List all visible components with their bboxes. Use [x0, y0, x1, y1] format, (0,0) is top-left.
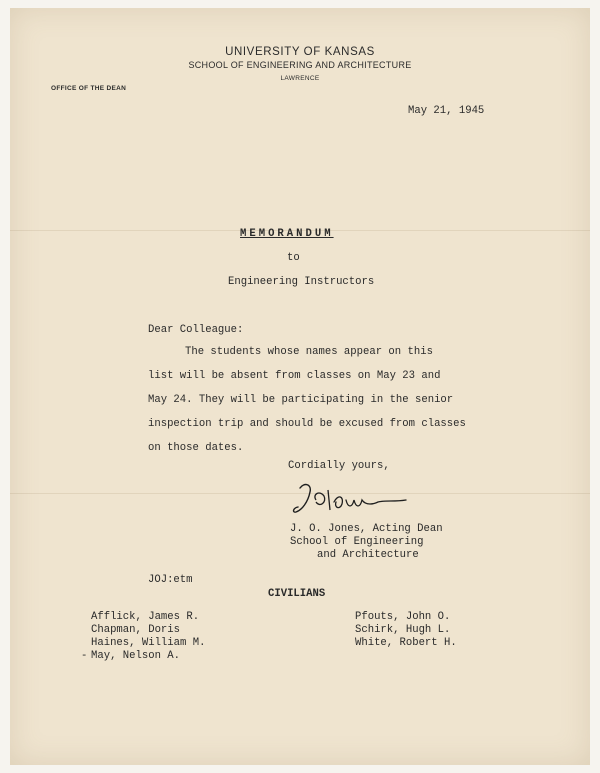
student-name: Chapman, Doris: [91, 624, 181, 636]
memo-title: MEMORANDUM: [240, 228, 334, 240]
body-line: May 24. They will be participating in the senior: [148, 394, 454, 406]
student-name: Afflick, James R.: [91, 611, 200, 623]
body-line: inspection trip and should be excused from classes: [148, 418, 466, 430]
signer-school: School of Engineering: [290, 536, 424, 548]
letterhead-office: OFFICE OF THE DEAN: [51, 85, 127, 92]
signer-name: J. O. Jones, Acting Dean: [290, 523, 443, 535]
signer-division: and Architecture: [317, 549, 419, 561]
letterhead-city: LAWRENCE: [280, 75, 320, 82]
handwritten-signature: [290, 480, 430, 520]
section-heading: CIVILIANS: [268, 588, 326, 600]
letter-page: [10, 8, 590, 765]
student-name: Haines, William M.: [91, 637, 206, 649]
typist-initials: JOJ:etm: [148, 574, 193, 586]
student-name: Schirk, Hugh L.: [355, 624, 451, 636]
salutation: Dear Colleague:: [148, 324, 244, 336]
memo-to: to: [287, 252, 300, 264]
student-name: May, Nelson A.: [91, 650, 181, 662]
body-line: list will be absent from classes on May 23 and: [148, 370, 441, 382]
closing: Cordially yours,: [288, 460, 390, 472]
letterhead-university: UNIVERSITY OF KANSAS: [225, 46, 375, 58]
memo-recipient: Engineering Instructors: [228, 276, 375, 288]
body-line: The students whose names appear on this: [185, 346, 433, 358]
dash-mark: -: [81, 650, 88, 662]
student-name: White, Robert H.: [355, 637, 457, 649]
letter-date: May 21, 1945: [408, 105, 485, 117]
letterhead-school: SCHOOL OF ENGINEERING AND ARCHITECTURE: [188, 60, 412, 70]
body-line: on those dates.: [148, 442, 244, 454]
student-name: Pfouts, John O.: [355, 611, 451, 623]
